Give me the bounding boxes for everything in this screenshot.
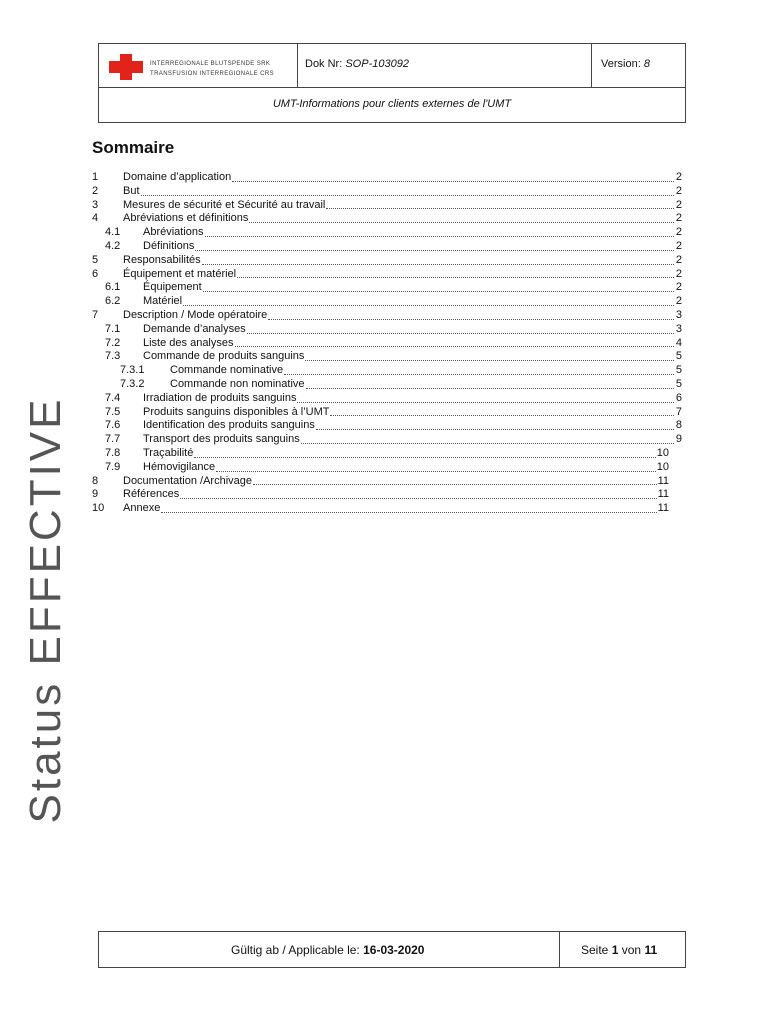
toc-leader-dots — [203, 290, 674, 292]
toc-entry-page: 8 — [675, 419, 682, 432]
document-header — [98, 43, 686, 123]
toc-entry-page: 2 — [675, 184, 682, 197]
toc-entry-title: Domaine d’application — [123, 171, 232, 183]
toc-entry-page: 2 — [675, 295, 682, 308]
toc-entry-page: 2 — [675, 171, 682, 183]
toc-leader-dots — [306, 387, 674, 389]
toc-entry[interactable] — [92, 226, 682, 240]
toc-entry-page: 2 — [675, 281, 682, 294]
toc-entry-number: 6.1 — [105, 281, 121, 294]
toc-leader-dots — [316, 428, 674, 430]
toc-leader-dots — [180, 497, 656, 499]
toc-entry-title: Produits sanguins disponibles à l’UMT — [143, 405, 330, 418]
toc-entry-page: 2 — [675, 198, 682, 211]
toc-entry-title: Références — [123, 488, 180, 501]
status-watermark: Status EFFECTIVE — [21, 396, 70, 824]
toc-entry[interactable] — [92, 419, 682, 433]
toc-entry-title: Commande nominative — [170, 364, 284, 377]
toc-entry-number: 7.4 — [105, 391, 121, 404]
toc-entry[interactable] — [92, 323, 682, 337]
toc-entry-title: Liste des analyses — [143, 336, 234, 349]
toc-entry-title: Transport des produits sanguins — [143, 433, 300, 446]
toc-entry[interactable] — [92, 309, 682, 323]
toc-entry-number: 7.6 — [105, 419, 121, 432]
toc-leader-dots — [232, 180, 674, 182]
toc-entry-page: 3 — [675, 322, 682, 335]
toc-entry-page: 11 — [657, 474, 669, 487]
toc-entry-page: 5 — [675, 350, 682, 363]
toc-entry-title: Commande non nominative — [170, 377, 305, 390]
toc-entry-title: Annexe — [123, 502, 161, 515]
toc-entry[interactable] — [92, 171, 682, 185]
toc-leader-dots — [326, 207, 674, 209]
toc-entry-number: 2 — [92, 184, 99, 197]
page-current: 1 — [611, 943, 619, 957]
toc-entry[interactable] — [92, 392, 682, 406]
toc-entry-title: Traçabilité — [143, 446, 194, 459]
toc-entry-title: But — [123, 184, 140, 197]
toc-entry-title: Équipement et matériel — [123, 267, 237, 280]
toc-entry-title: Documentation /Archivage — [123, 474, 253, 487]
org-name-de: INTERREGIONALE BLUTSPENDE SRK — [150, 61, 271, 67]
toc-entry-page: 11 — [657, 502, 669, 515]
toc-entry[interactable] — [92, 364, 682, 378]
toc-entry-page: 9 — [675, 433, 682, 446]
toc-entry-page: 11 — [657, 488, 669, 501]
page-indicator — [581, 943, 657, 957]
toc-entry-number: 4 — [92, 212, 99, 225]
toc-entry[interactable] — [92, 350, 682, 364]
toc-entry-page: 3 — [675, 308, 682, 321]
doc-number-cell — [297, 44, 592, 87]
toc-entry-number: 3 — [92, 198, 99, 211]
toc-title: Sommaire — [92, 138, 175, 157]
toc-leader-dots — [253, 483, 657, 485]
toc-entry-number: 10 — [92, 502, 105, 515]
version-value: 8 — [643, 58, 650, 70]
toc-entry-page: 2 — [675, 226, 682, 239]
toc-leader-dots — [305, 359, 674, 361]
toc-entry-title: Identification des produits sanguins — [143, 419, 315, 432]
toc-entry-page: 7 — [675, 405, 682, 418]
toc-entry-number: 9 — [92, 488, 99, 501]
toc-entry[interactable] — [92, 337, 682, 351]
toc-leader-dots — [202, 263, 674, 265]
toc-entry[interactable] — [92, 461, 669, 475]
header-top-row — [99, 44, 685, 88]
toc-entry-title: Abréviations et définitions — [123, 212, 249, 225]
toc-entry-page: 2 — [675, 212, 682, 225]
toc-entry-title: Abréviations — [143, 226, 204, 239]
toc-entry-number: 7.2 — [105, 336, 121, 349]
toc-entry-number: 4.1 — [105, 226, 121, 239]
page-total: 11 — [644, 943, 658, 957]
toc-entry-number: 7.3 — [105, 350, 121, 363]
toc-entry-number: 4.2 — [105, 239, 121, 252]
document-subtitle: UMT-Informations pour clients externes de l'UMT — [272, 98, 512, 110]
toc-entry-page: 10 — [656, 460, 669, 473]
toc-entry[interactable] — [92, 212, 682, 226]
toc-entry-title: Matériel — [143, 295, 183, 308]
toc-leader-dots — [161, 511, 656, 513]
toc-leader-dots — [268, 318, 674, 320]
toc-entry-title: Description / Mode opératoire — [123, 308, 268, 321]
toc-entry-number: 6.2 — [105, 295, 121, 308]
toc-entry-page: 6 — [675, 391, 682, 404]
toc-leader-dots — [235, 345, 675, 347]
toc-entry[interactable] — [92, 488, 669, 502]
toc-entry[interactable] — [92, 502, 669, 516]
toc-entry-number: 7.9 — [105, 460, 121, 473]
valid-date-label: Gültig ab / Applicable le: — [231, 943, 360, 957]
toc-entry[interactable] — [92, 254, 682, 268]
toc-entry-title: Irradiation de produits sanguins — [143, 391, 297, 404]
toc-entry[interactable] — [92, 406, 682, 420]
toc-leader-dots — [205, 235, 674, 237]
toc-leader-dots — [247, 332, 674, 334]
toc-leader-dots — [195, 249, 674, 251]
toc-entry-title: Hémovigilance — [143, 460, 216, 473]
toc-entry-title: Commande de produits sanguins — [143, 350, 305, 363]
toc-entry[interactable] — [92, 475, 669, 489]
toc-entry-number: 7.8 — [105, 446, 121, 459]
toc-entry-number: 8 — [92, 474, 99, 487]
toc-leader-dots — [249, 221, 674, 223]
version-cell — [591, 44, 685, 87]
page-sep: von — [621, 943, 642, 957]
toc-entry-number: 1 — [92, 171, 99, 183]
toc-entry[interactable] — [92, 281, 682, 295]
doc-number-value: SOP-103092 — [345, 58, 409, 70]
toc-entry[interactable] — [92, 185, 682, 199]
toc-leader-dots — [301, 442, 674, 444]
org-name-fr: TRANSFUSION INTERREGIONALE CRS — [150, 71, 275, 77]
toc-entry-number: 7 — [92, 308, 99, 321]
toc-leader-dots — [330, 414, 674, 416]
page-label: Seite — [581, 943, 609, 957]
table-of-contents — [92, 171, 682, 516]
version-label: Version: — [601, 58, 641, 70]
toc-entry[interactable] — [92, 447, 669, 461]
toc-entry-number: 6 — [92, 267, 99, 280]
toc-leader-dots — [216, 470, 656, 472]
toc-entry[interactable] — [92, 295, 682, 309]
toc-entry-number: 7.5 — [105, 405, 121, 418]
toc-entry-page: 2 — [675, 239, 682, 252]
toc-entry-number: 7.3.2 — [120, 377, 145, 390]
toc-leader-dots — [194, 456, 655, 458]
toc-entry[interactable] — [92, 268, 682, 282]
toc-entry-title: Demande d’analyses — [143, 322, 246, 335]
logo-cell — [99, 44, 298, 87]
toc-entry-title: Équipement — [143, 281, 202, 294]
toc-leader-dots — [284, 373, 674, 375]
toc-entry[interactable] — [92, 378, 682, 392]
toc-entry-page: 2 — [675, 253, 682, 266]
red-cross-logo-icon — [109, 54, 143, 80]
toc-entry-title: Mesures de sécurité et Sécurité au travail — [123, 198, 326, 211]
toc-leader-dots — [237, 276, 674, 278]
toc-entry[interactable] — [92, 433, 682, 447]
toc-leader-dots — [141, 194, 674, 196]
toc-entry-title: Définitions — [143, 239, 195, 252]
toc-entry-page: 5 — [675, 377, 682, 390]
toc-entry-number: 7.7 — [105, 433, 121, 446]
toc-entry-number: 5 — [92, 253, 99, 266]
toc-entry-title: Responsabilités — [123, 253, 201, 266]
toc-leader-dots — [297, 401, 674, 403]
valid-date-cell — [99, 932, 560, 967]
valid-date-value: 16-03-2020 — [363, 943, 425, 957]
toc-entry[interactable] — [92, 240, 682, 254]
toc-entry-number: 7.3.1 — [120, 364, 145, 377]
document-footer — [98, 931, 686, 968]
doc-number-label: Dok Nr: — [305, 58, 343, 70]
toc-entry-number: 7.1 — [105, 322, 121, 335]
toc-entry-page: 4 — [675, 336, 682, 349]
toc-entry-page: 5 — [675, 364, 682, 377]
toc-leader-dots — [183, 304, 674, 306]
toc-entry-page: 10 — [656, 446, 669, 459]
toc-entry[interactable] — [92, 199, 682, 213]
toc-entry-page: 2 — [675, 267, 682, 280]
